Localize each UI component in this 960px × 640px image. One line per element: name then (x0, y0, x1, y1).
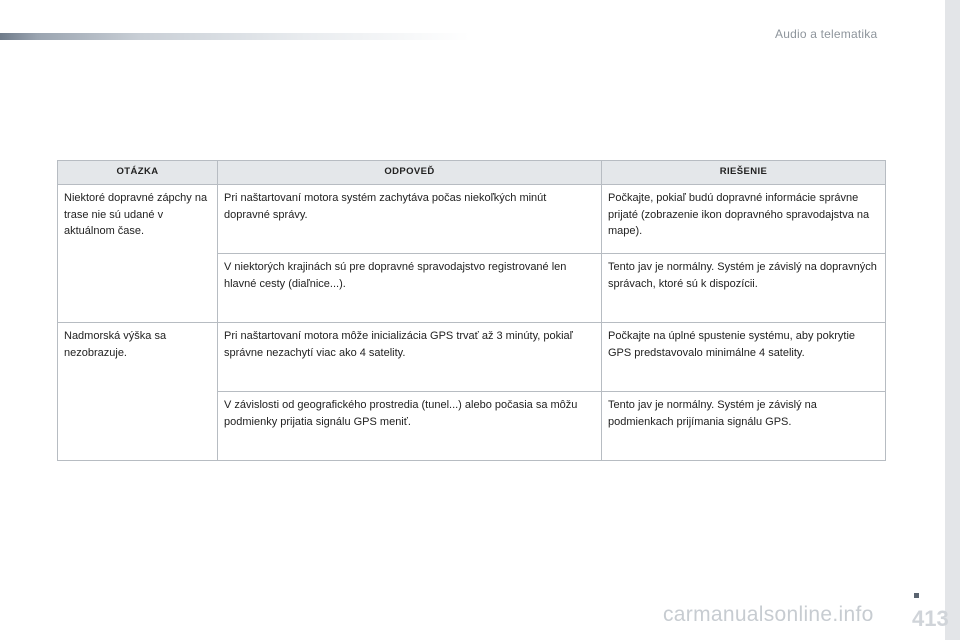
question-cell: Nadmorská výška sa nezobrazuje. (58, 323, 218, 461)
answer-cell: V niektorých krajinách sú pre dopravné spravodajstvo registrované len hlavné cesty (diaľnice...). (218, 254, 602, 323)
section-accent-bar (0, 33, 470, 40)
table-row (58, 323, 886, 392)
solution-cell: Počkajte na úplné spustenie systému, aby pokrytie GPS predstavovalo minimálne 4 satelity. (602, 323, 886, 392)
column-header-answer: ODPOVEĎ (218, 161, 602, 185)
page-edge-strip (945, 0, 960, 640)
faq-table (57, 160, 886, 461)
column-header-solution: RIEŠENIE (602, 161, 886, 185)
column-header-question: OTÁZKA (58, 161, 218, 185)
solution-cell: Tento jav je normálny. Systém je závislý na dopravných správach, ktoré sú k dispozícii. (602, 254, 886, 323)
page-number: 413 (912, 606, 949, 631)
answer-cell: V závislosti od geografického prostredia (tunel...) alebo počasia sa môžu podmienky prijatia signálu GPS meniť. (218, 392, 602, 461)
section-title: Audio a telematika (775, 27, 878, 41)
answer-cell: Pri naštartovaní motora systém zachytáva počas niekoľkých minút dopravné správy. (218, 185, 602, 254)
table-header-row (58, 161, 886, 185)
answer-cell: Pri naštartovaní motora môže inicializácia GPS trvať až 3 minúty, pokiaľ správne nezachytí viac ako 4 satelity. (218, 323, 602, 392)
solution-cell: Počkajte, pokiaľ budú dopravné informácie správne prijaté (zobrazenie ikon dopravného spravodajstva na mape). (602, 185, 886, 254)
question-cell: Niektoré dopravné zápchy na trase nie sú udané v aktuálnom čase. (58, 185, 218, 323)
watermark-text: carmanualsonline.info (663, 603, 874, 626)
table-row (58, 185, 886, 254)
solution-cell: Tento jav je normálny. Systém je závislý na podmienkach prijímania signálu GPS. (602, 392, 886, 461)
page-marker-square (914, 593, 919, 598)
